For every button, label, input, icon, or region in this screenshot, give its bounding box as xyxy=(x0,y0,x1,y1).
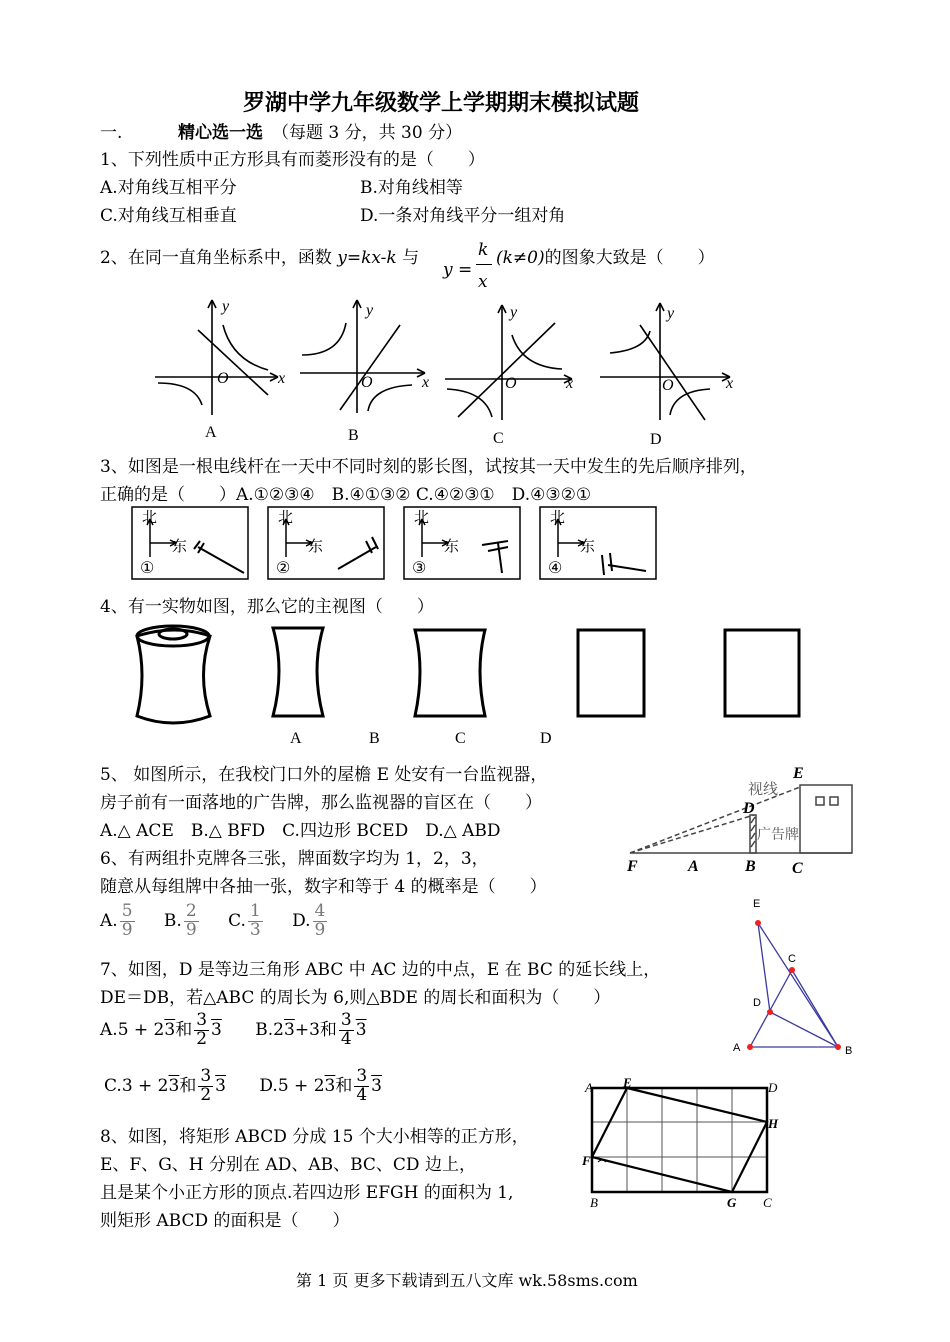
q6-option-a xyxy=(100,901,137,940)
q7-d-prefix: D. xyxy=(259,1075,278,1096)
q1-option-b: B.对角线相等 xyxy=(360,178,463,198)
panel2-number: ② xyxy=(276,558,291,577)
q5-sight-label: 视线 xyxy=(748,780,779,798)
section-number: 一. xyxy=(100,123,123,143)
q2-stem-end: 的图象大致是（ ） xyxy=(544,248,715,268)
q2-stem-post xyxy=(496,243,715,268)
section-note: （每题 3 分，共 30 分） xyxy=(272,123,463,143)
q4-stem: 4、有一实物如图，那么它的主视图（ ） xyxy=(100,597,434,617)
q8-point-d: D xyxy=(768,1080,778,1095)
q6-option-d-frac xyxy=(313,903,328,940)
q6-option-c-frac xyxy=(248,903,263,940)
q7-a-prefix: A. xyxy=(100,1019,118,1040)
graph-a xyxy=(155,300,278,415)
q4-label-b: B xyxy=(369,730,380,747)
panel3-number: ③ xyxy=(412,558,427,577)
q6-d-den: 9 xyxy=(314,919,326,940)
panel4-north: 北 xyxy=(550,508,566,526)
q7-a-root2: 3 xyxy=(211,1019,222,1040)
q2-stem-pre: 2、在同一直角坐标系中，函数 xyxy=(100,248,338,268)
q7-d-frac xyxy=(354,1068,369,1105)
graph-b-x-label: x xyxy=(422,374,430,391)
q7-c-expr: 3 + 2 xyxy=(121,1075,169,1096)
q4-shapes xyxy=(125,620,815,730)
q7-point-e: E xyxy=(753,898,761,910)
q6-d-num: 4 xyxy=(314,901,326,921)
q5-line2: 房子前有一面落地的广告牌，那么监视器的盲区在（ ） xyxy=(100,793,542,813)
q7-b-root: 3 xyxy=(284,1019,295,1040)
q5-point-c: C xyxy=(792,860,803,877)
q4-label-d: D xyxy=(540,730,552,747)
q2-condition: (k≠0) xyxy=(496,248,545,268)
q7-b-expr: 2 xyxy=(273,1019,284,1040)
q7-a-frac-num: 3 xyxy=(196,1010,208,1030)
q7-d-root: 3 xyxy=(324,1075,336,1096)
q7-b-prefix: B. xyxy=(255,1019,274,1040)
panel3-north: 北 xyxy=(414,508,430,526)
q1-option-a: A.对角线互相平分 xyxy=(100,178,237,198)
q7-a-expr: 5 + 2 xyxy=(117,1019,165,1040)
q5-point-d: D xyxy=(743,800,755,817)
q5-board-label: 广告牌 xyxy=(757,827,799,843)
q8-line4: 则矩形 ABCD 的面积是（ ） xyxy=(100,1211,350,1231)
q7-options-cd xyxy=(104,1068,382,1105)
q7-b-frac-den: 4 xyxy=(340,1028,352,1049)
graph-b-origin: O xyxy=(361,374,373,391)
q7-point-a: A xyxy=(733,1042,741,1054)
q6-option-b-frac xyxy=(184,903,199,940)
q1-option-c: C.对角线互相垂直 xyxy=(100,206,237,226)
graph-c xyxy=(445,305,572,420)
q7-figure xyxy=(740,905,860,1055)
q6-option-a-label: A. xyxy=(100,910,118,931)
graph-d-y-label: y xyxy=(667,305,675,322)
q7-c-prefix: C. xyxy=(104,1075,122,1096)
q7-c-frac xyxy=(198,1068,213,1105)
graph-c-x-label: x xyxy=(566,375,574,392)
q7-b-frac xyxy=(339,1012,354,1049)
q8-point-a: A xyxy=(585,1080,593,1095)
q7-b-mid: +3和 xyxy=(294,1019,337,1040)
graph-d-x-label: x xyxy=(726,375,734,392)
q6-options xyxy=(100,903,329,940)
q4-label-c: C xyxy=(455,730,466,747)
page-footer: 第 1 页 更多下载请到五八文库 wk.58sms.com xyxy=(296,1271,638,1290)
panel1-north: 北 xyxy=(142,508,158,526)
graph-a-label: A xyxy=(205,424,217,441)
q7-c-frac-num: 3 xyxy=(200,1066,212,1086)
q6-line1: 6、有两组扑克牌各三张，牌面数字均为 1，2，3， xyxy=(100,849,489,869)
q7-line1: 7、如图，D 是等边三角形 ABC 中 AC 边的中点，E 在 BC 的延长线上， xyxy=(100,960,661,980)
q6-option-c xyxy=(228,901,265,940)
q6-option-c-label: C. xyxy=(228,910,246,931)
q1-stem: 1、下列性质中正方形具有而菱形没有的是（ ） xyxy=(100,150,485,170)
graph-b xyxy=(300,300,425,413)
q8-point-f: F xyxy=(582,1153,591,1168)
q7-b-root2: 3 xyxy=(355,1019,367,1040)
graph-a-origin: O xyxy=(217,370,229,387)
q7-d-expr: 5 + 2 xyxy=(277,1075,325,1096)
q7-point-b: B xyxy=(845,1045,853,1057)
q8-point-g: G xyxy=(727,1195,737,1210)
q8-line1: 8、如图，将矩形 ABCD 分成 15 个大小相等的正方形， xyxy=(100,1127,529,1147)
q8-line3: 且是某个小正方形的顶点.若四边形 EFGH 的面积为 1, xyxy=(100,1183,514,1203)
q5-options: A.△ ACE B.△ BFD C.四边形 BCED D.△ ABD xyxy=(100,821,501,841)
graph-d-origin: O xyxy=(662,377,674,394)
panel4-number: ④ xyxy=(548,558,563,577)
q7-point-c: C xyxy=(788,953,796,965)
panel3-east: 东 xyxy=(444,537,460,555)
q2-graphs xyxy=(150,295,750,450)
q6-b-den: 9 xyxy=(185,919,197,940)
q7-d-frac-num: 3 xyxy=(356,1066,368,1086)
q6-c-num: 1 xyxy=(249,901,261,921)
graph-b-y-label: y xyxy=(366,302,374,319)
q6-option-d-label: D. xyxy=(292,910,311,931)
q2-function: y=kx-k xyxy=(337,248,397,268)
panel2-east: 东 xyxy=(308,537,324,555)
q2-stem-mid: 与 xyxy=(396,248,420,268)
page-title: 罗湖中学九年级数学上学期期末模拟试题 xyxy=(243,90,640,116)
q6-option-b-label: B. xyxy=(163,910,182,931)
q7-a-root: 3 xyxy=(164,1019,176,1040)
q5-line1: 5、 如图所示，在我校门口外的屋檐 E 处安有一台监视器， xyxy=(100,765,548,785)
q8-point-h: H xyxy=(768,1116,779,1131)
q7-c-he: 和 xyxy=(179,1075,197,1096)
panel1-number: ① xyxy=(140,558,155,577)
q2-frac-num: k xyxy=(478,240,489,260)
q5-point-f: F xyxy=(627,858,638,875)
graph-d xyxy=(600,303,730,420)
q7-d-frac-den: 4 xyxy=(356,1084,368,1105)
q4-label-a: A xyxy=(290,730,302,747)
q8-line2: E、F、G、H 分别在 AD、AB、BC、CD 边上， xyxy=(100,1155,476,1175)
q5-point-e: E xyxy=(793,765,804,782)
q7-c-root: 3 xyxy=(168,1075,180,1096)
q7-d-root2: 3 xyxy=(371,1075,382,1096)
q6-option-d xyxy=(292,901,329,940)
q7-options-ab xyxy=(100,1012,367,1049)
q6-line2: 随意从每组牌中各抽一张，数字和等于 4 的概率是（ ） xyxy=(100,877,547,897)
q7-line2: DE＝DB，若△ABC 的周长为 6,则△BDE 的周长和面积为（ ） xyxy=(100,988,611,1008)
graph-a-x-label: x xyxy=(278,370,286,387)
q7-b-frac-num: 3 xyxy=(340,1010,352,1030)
q6-option-b xyxy=(163,901,201,940)
graph-c-label: C xyxy=(493,430,504,447)
q5-figure xyxy=(620,765,860,865)
graph-c-origin: O xyxy=(505,375,517,392)
graph-d-label: D xyxy=(650,431,662,448)
q2-stem xyxy=(100,243,419,268)
section-heading: 精心选一选 xyxy=(178,123,263,143)
graph-a-y-label: y xyxy=(222,298,230,315)
q7-c-root2: 3 xyxy=(215,1075,226,1096)
q2-y-equals: y = xyxy=(443,260,473,280)
q8-point-c: C xyxy=(763,1195,772,1210)
q7-a-frac xyxy=(194,1012,209,1049)
q7-a-he: 和 xyxy=(175,1019,193,1040)
q7-d-he: 和 xyxy=(335,1075,353,1096)
graph-b-label: B xyxy=(348,427,359,444)
q6-c-den: 3 xyxy=(249,919,261,940)
panel4-east: 东 xyxy=(580,537,596,555)
panel2-north: 北 xyxy=(278,508,294,526)
q8-point-b: B xyxy=(590,1195,598,1210)
q7-a-frac-den: 2 xyxy=(196,1028,208,1049)
q2-frac-den: x xyxy=(478,272,488,292)
panel1-east: 东 xyxy=(172,537,188,555)
q6-b-num: 2 xyxy=(185,901,197,921)
q8-figure xyxy=(590,1082,780,1200)
q6-a-den: 9 xyxy=(121,919,133,940)
q5-point-a: A xyxy=(688,858,699,875)
q2-frac-bar xyxy=(476,264,492,265)
q8-point-e: E xyxy=(623,1075,632,1090)
q6-a-num: 5 xyxy=(121,901,133,921)
q6-option-a-frac xyxy=(120,903,135,940)
q1-option-d: D.一条对角线平分一组对角 xyxy=(360,206,566,226)
q7-point-d: D xyxy=(753,997,761,1009)
q5-point-b: B xyxy=(745,858,756,875)
q7-c-frac-den: 2 xyxy=(200,1084,212,1105)
graph-c-y-label: y xyxy=(510,304,518,321)
q3-line1: 3、如图是一根电线杆在一天中不同时刻的影长图，试按其一天中发生的先后顺序排列， xyxy=(100,457,757,477)
q3-line2: 正确的是（ ）A.①②③④ B.④①③② C.④②③① D.④③②① xyxy=(100,485,592,505)
